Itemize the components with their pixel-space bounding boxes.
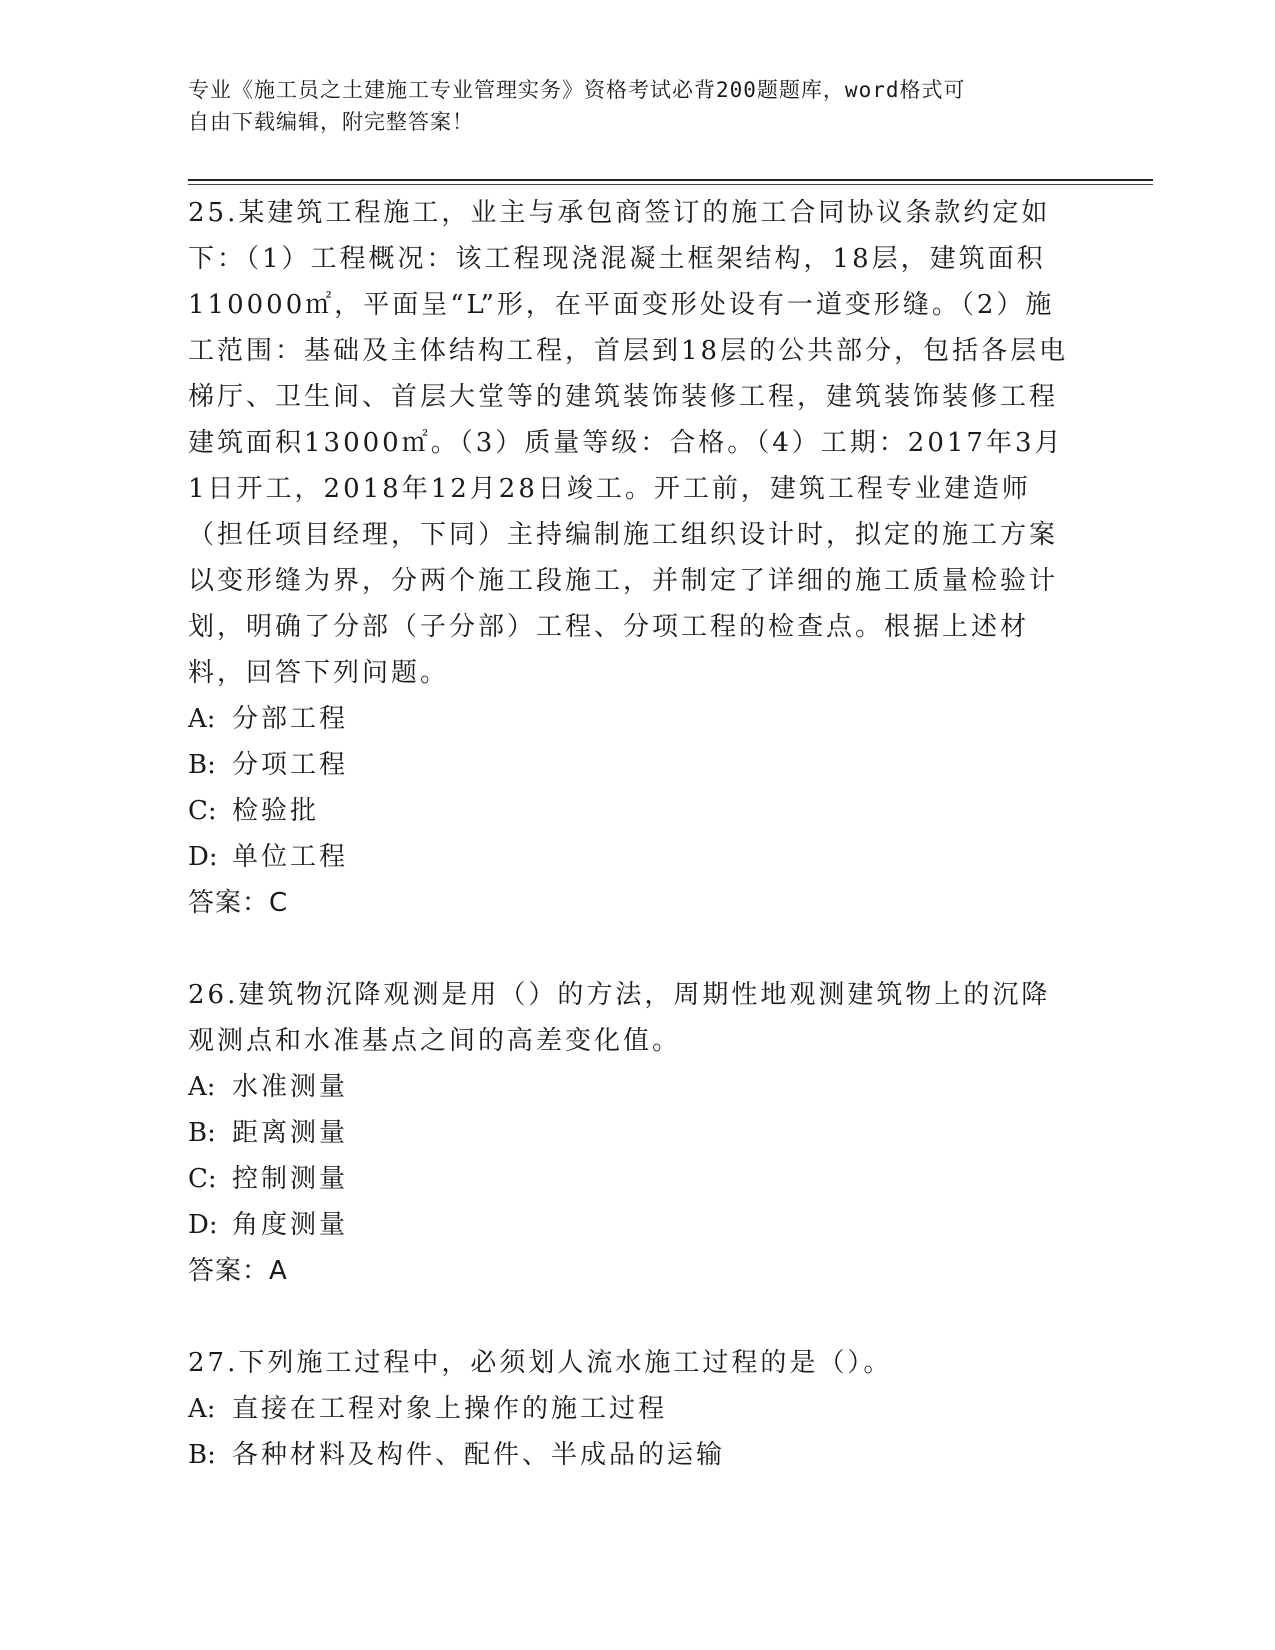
- question-gap: [188, 1294, 1078, 1340]
- question-27: [188, 1340, 1078, 1478]
- option-text: 直接在工程对象上操作的施工过程: [232, 1394, 668, 1424]
- question-gap: [188, 926, 1078, 972]
- option-letter: A:: [188, 704, 216, 734]
- document-header: [188, 74, 1088, 138]
- question-25: [188, 190, 1078, 926]
- option-b: [188, 1432, 1078, 1478]
- question-stem: 25.某建筑工程施工，业主与承包商签订的施工合同协议条款约定如下：（1）工程概况：该工程现浇混凝土框架结构，18层，建筑面积110000㎡，平面呈“L”形，在平面变形处设有一道变形缝。（2）施工范围：基础及主体结构工程，首层到18层的公共部分，包括各层电梯厅、卫生间、首层大堂等的建筑装饰装修工程，建筑装饰装修工程建筑面积13000㎡。（3）质量等级：合格。（4）工期：2017年3月1日开工，2018年12月28日竣工。开工前，建筑工程专业建造师（担任项目经理，下同）主持编制施工组织设计时，拟定的施工方案以变形缝为界，分两个施工段施工，并制定了详细的施工质量检验计划，明确了分部（子分部）工程、分项工程的检查点。根据上述材料，回答下列问题。: [188, 198, 1069, 688]
- option-text: 各种材料及构件、配件、半成品的运输: [232, 1440, 726, 1470]
- option-d: [188, 1202, 1078, 1248]
- option-letter: C:: [188, 1164, 217, 1194]
- option-text: 距离测量: [232, 1118, 349, 1148]
- answer-line: 答案：C: [188, 888, 289, 918]
- option-text: 控制测量: [232, 1164, 349, 1194]
- option-text: 角度测量: [232, 1210, 349, 1240]
- header-line-2: 自由下载编辑，附完整答案！: [188, 110, 474, 134]
- option-text: 单位工程: [232, 842, 349, 872]
- option-b: [188, 742, 1078, 788]
- question-stem: 26.建筑物沉降观测是用（）的方法，周期性地观测建筑物上的沉降观测点和水准基点之间的高差变化值。: [188, 980, 1051, 1056]
- option-letter: B:: [188, 1440, 216, 1470]
- option-c: [188, 1156, 1078, 1202]
- header-line-1: 专业《施工员之土建施工专业管理实务》资格考试必背200题题库，word格式可: [188, 78, 966, 102]
- question-stem: 27.下列施工过程中，必须划人流水施工过程的是（）。: [188, 1348, 893, 1378]
- option-text: 分部工程: [232, 704, 349, 734]
- option-letter: D:: [188, 842, 218, 872]
- option-a: [188, 1064, 1078, 1110]
- option-a: [188, 1386, 1078, 1432]
- question-list: [188, 190, 1078, 1478]
- option-letter: D:: [188, 1210, 218, 1240]
- option-text: 检验批: [232, 796, 320, 826]
- option-a: [188, 696, 1078, 742]
- answer-line: 答案：A: [188, 1256, 288, 1286]
- option-letter: A:: [188, 1394, 216, 1424]
- question-26: [188, 972, 1078, 1294]
- option-text: 水准测量: [232, 1072, 349, 1102]
- header-divider-thin: [188, 184, 1153, 185]
- header-divider-thick: [188, 179, 1153, 181]
- option-letter: C:: [188, 796, 217, 826]
- option-b: [188, 1110, 1078, 1156]
- option-letter: A:: [188, 1072, 216, 1102]
- option-letter: B:: [188, 1118, 216, 1148]
- option-d: [188, 834, 1078, 880]
- option-text: 分项工程: [232, 750, 349, 780]
- option-c: [188, 788, 1078, 834]
- option-letter: B:: [188, 750, 216, 780]
